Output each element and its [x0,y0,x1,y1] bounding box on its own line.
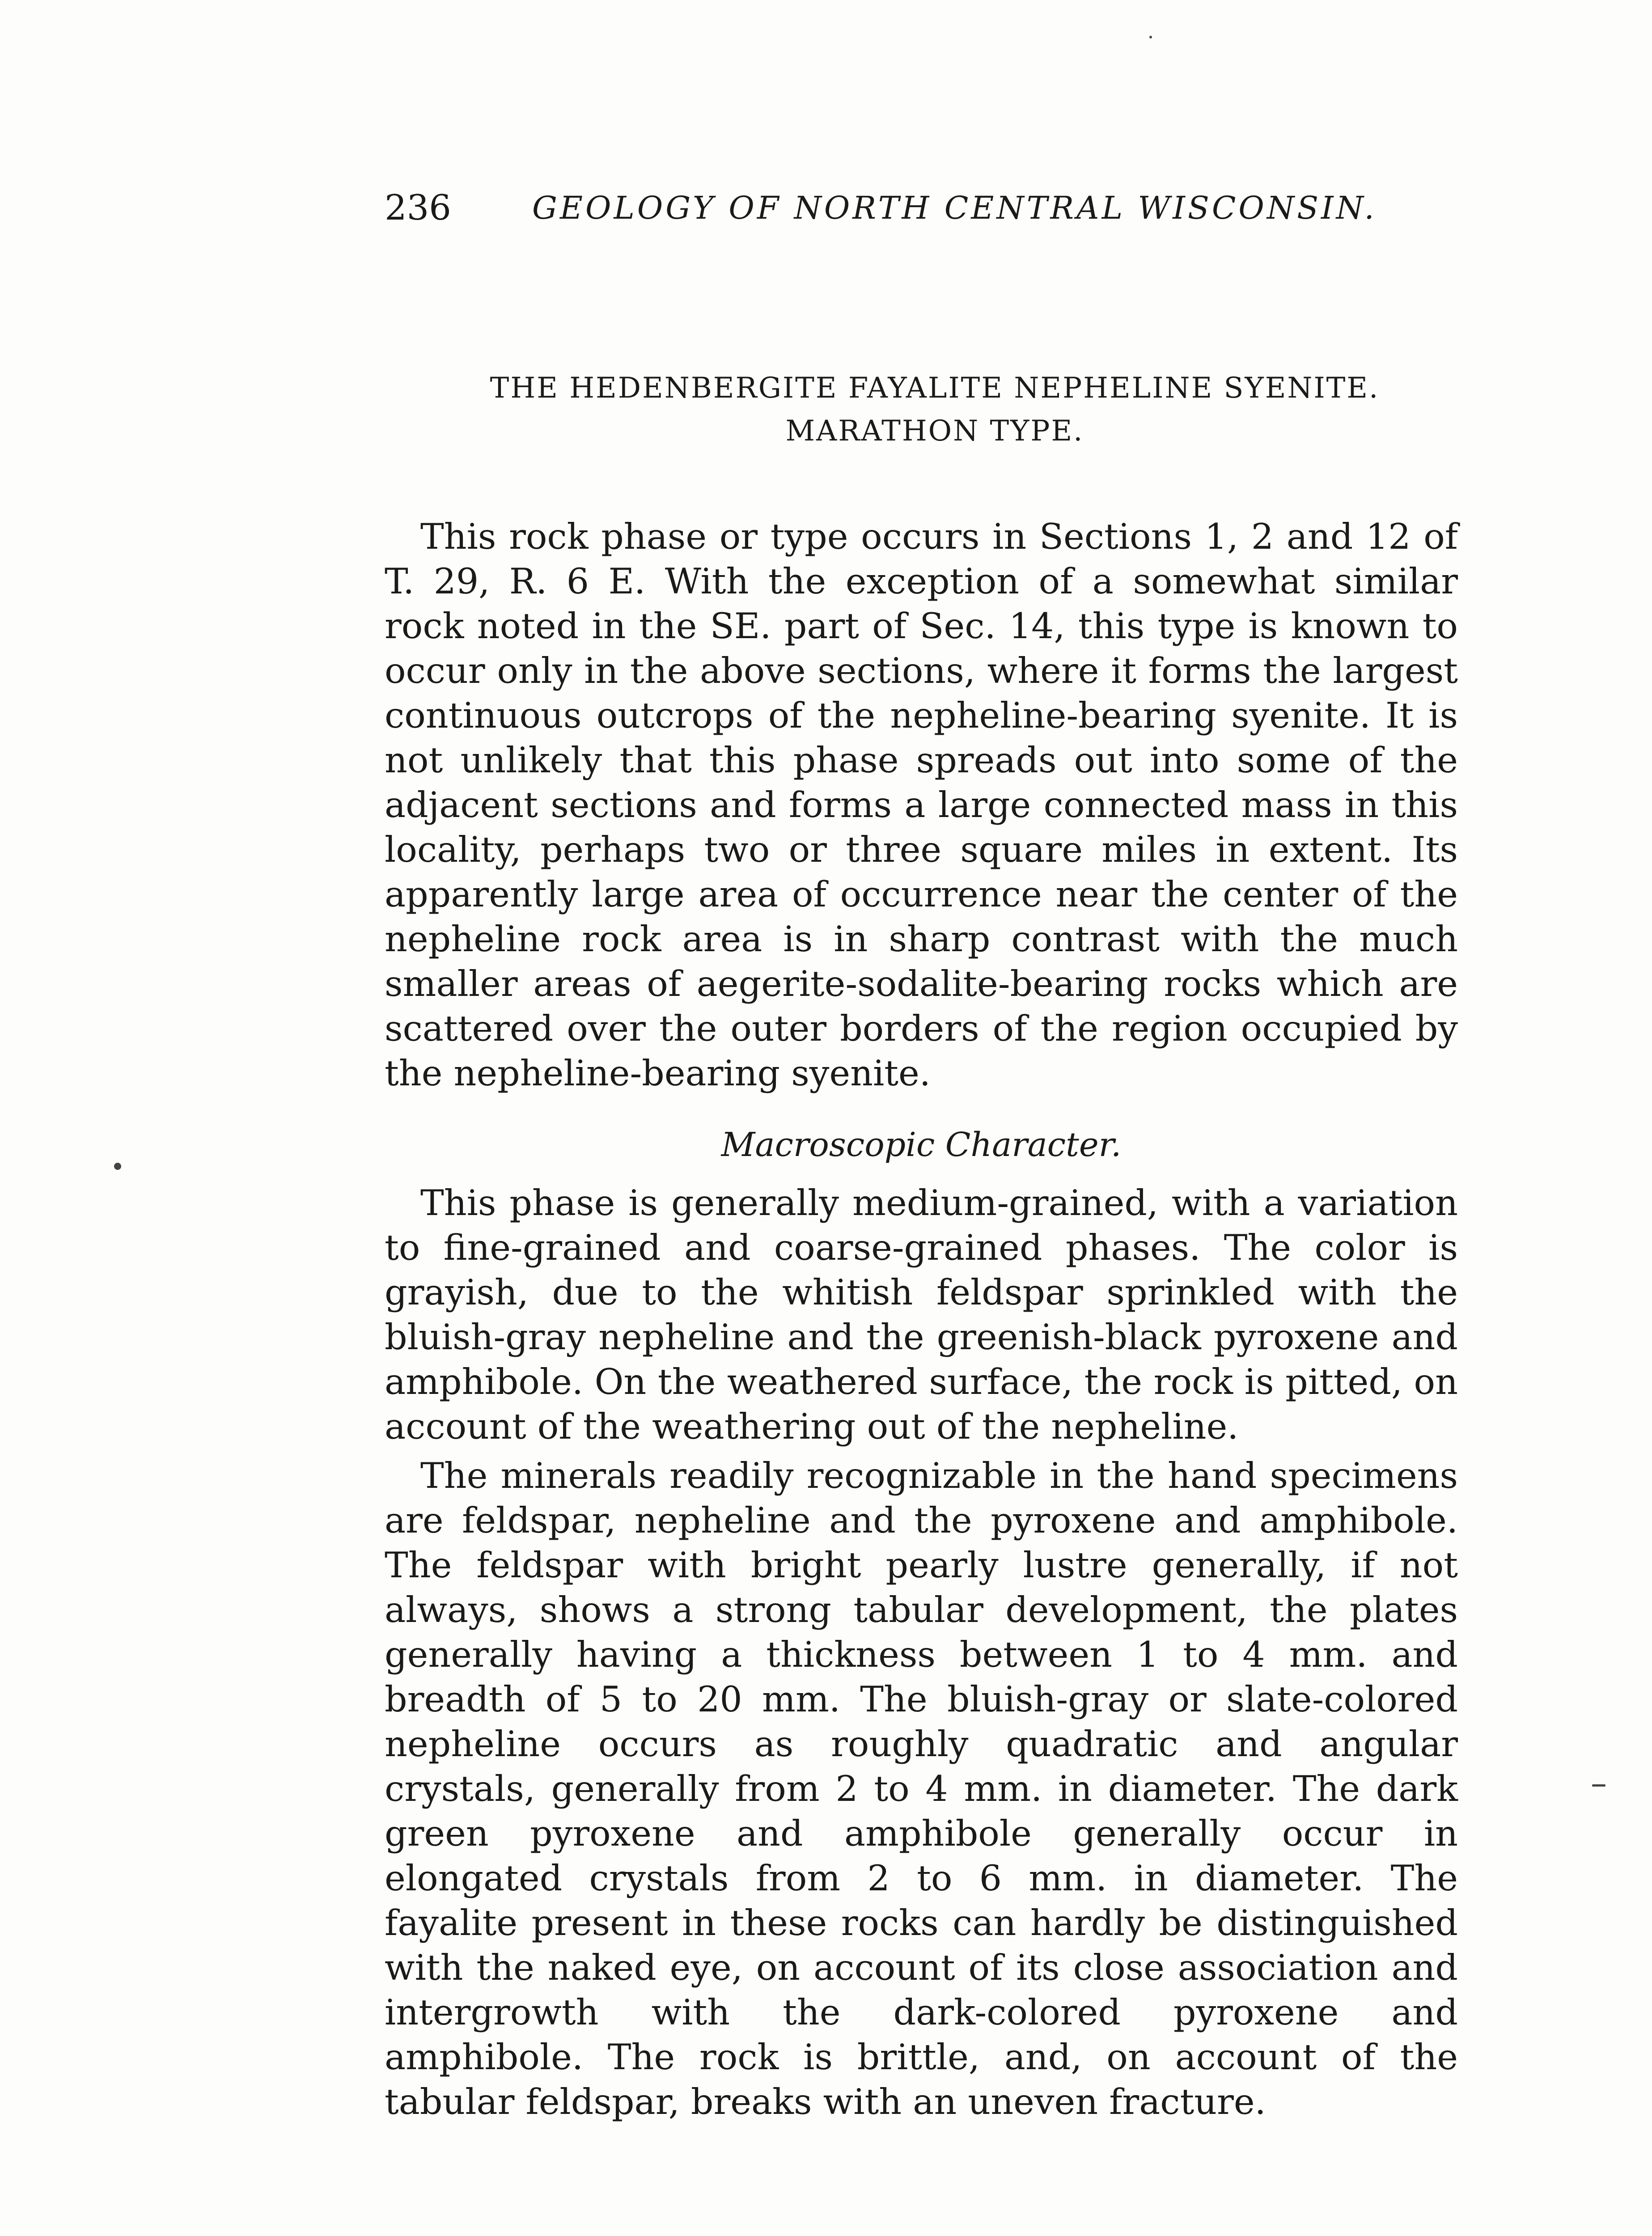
section-title: THE HEDENBERGITE FAYALITE NEPHELINE SYENITE. MARATHON TYPE. [490,372,1380,448]
running-head: GEOLOGY OF NORTH CENTRAL WISCONSIN. [532,190,1377,226]
intro-text [385,514,1458,1096]
scan-speck [114,1163,121,1170]
paragraph: This rock phase or type occurs in Sections 1, 2 and 12 of T. 29, R. 6 E. With the exception of a somewhat similar rock noted in the SE. part of Sec. 14, this type is known to occur only in the above sections, where it forms the largest continuous outcrops of the nepheline-bearing syenite. It is not unlikely that this phase spreads out into some of the adjacent sections and forms a large connected mass in this locality, perhaps two or three square miles in extent. Its apparently large area of occurrence near the center of the nepheline rock area is in sharp contrast with the much smaller areas of aegerite-sodalite-bearing rocks which are scattered over the outer borders of the region occupied by the nepheline-bearing syenite. [385,516,1458,1094]
scan-speck [1149,36,1152,38]
paragraph: This phase is generally medium-grained, with a variation to fine-grained and coarse-grained phases. The color is grayish, due to the whitish feldspar sprinkled with the bluish-gray nepheline and the greenish-black pyroxene and amphibole. On the weathered surface, the rock is pitted, on account of the weathering out of the nepheline. [385,1182,1458,1447]
macroscopic-text [385,1181,1458,2124]
paragraph: The minerals readily recognizable in the hand specimens are feldspar, nepheline and the pyroxene and amphibole. The feldspar with bright pearly lustre generally, if not always, shows a strong tabular development, the plates generally having a thickness between 1 to 4 mm. and breadth of 5 to 20 mm. The bluish-gray or slate-colored nepheline occurs as roughly quadratic and angular crystals, generally from 2 to 4 mm. in diameter. The dark green pyroxene and amphibole generally occur in elongated crystals from 2 to 6 mm. in diameter. The fayalite present in these rocks can hardly be distinguished with the naked eye, on account of its close association and intergrowth with the dark-colored pyroxene and amphibole. The rock is brittle, and, on account of the tabular feldspar, breaks with an uneven fracture. [385,1455,1458,2122]
page-number: 236 [385,188,451,228]
subheading: Macroscopic Character. [721,1126,1122,1164]
page-header [385,183,1480,233]
scan-speck [1592,1784,1605,1787]
